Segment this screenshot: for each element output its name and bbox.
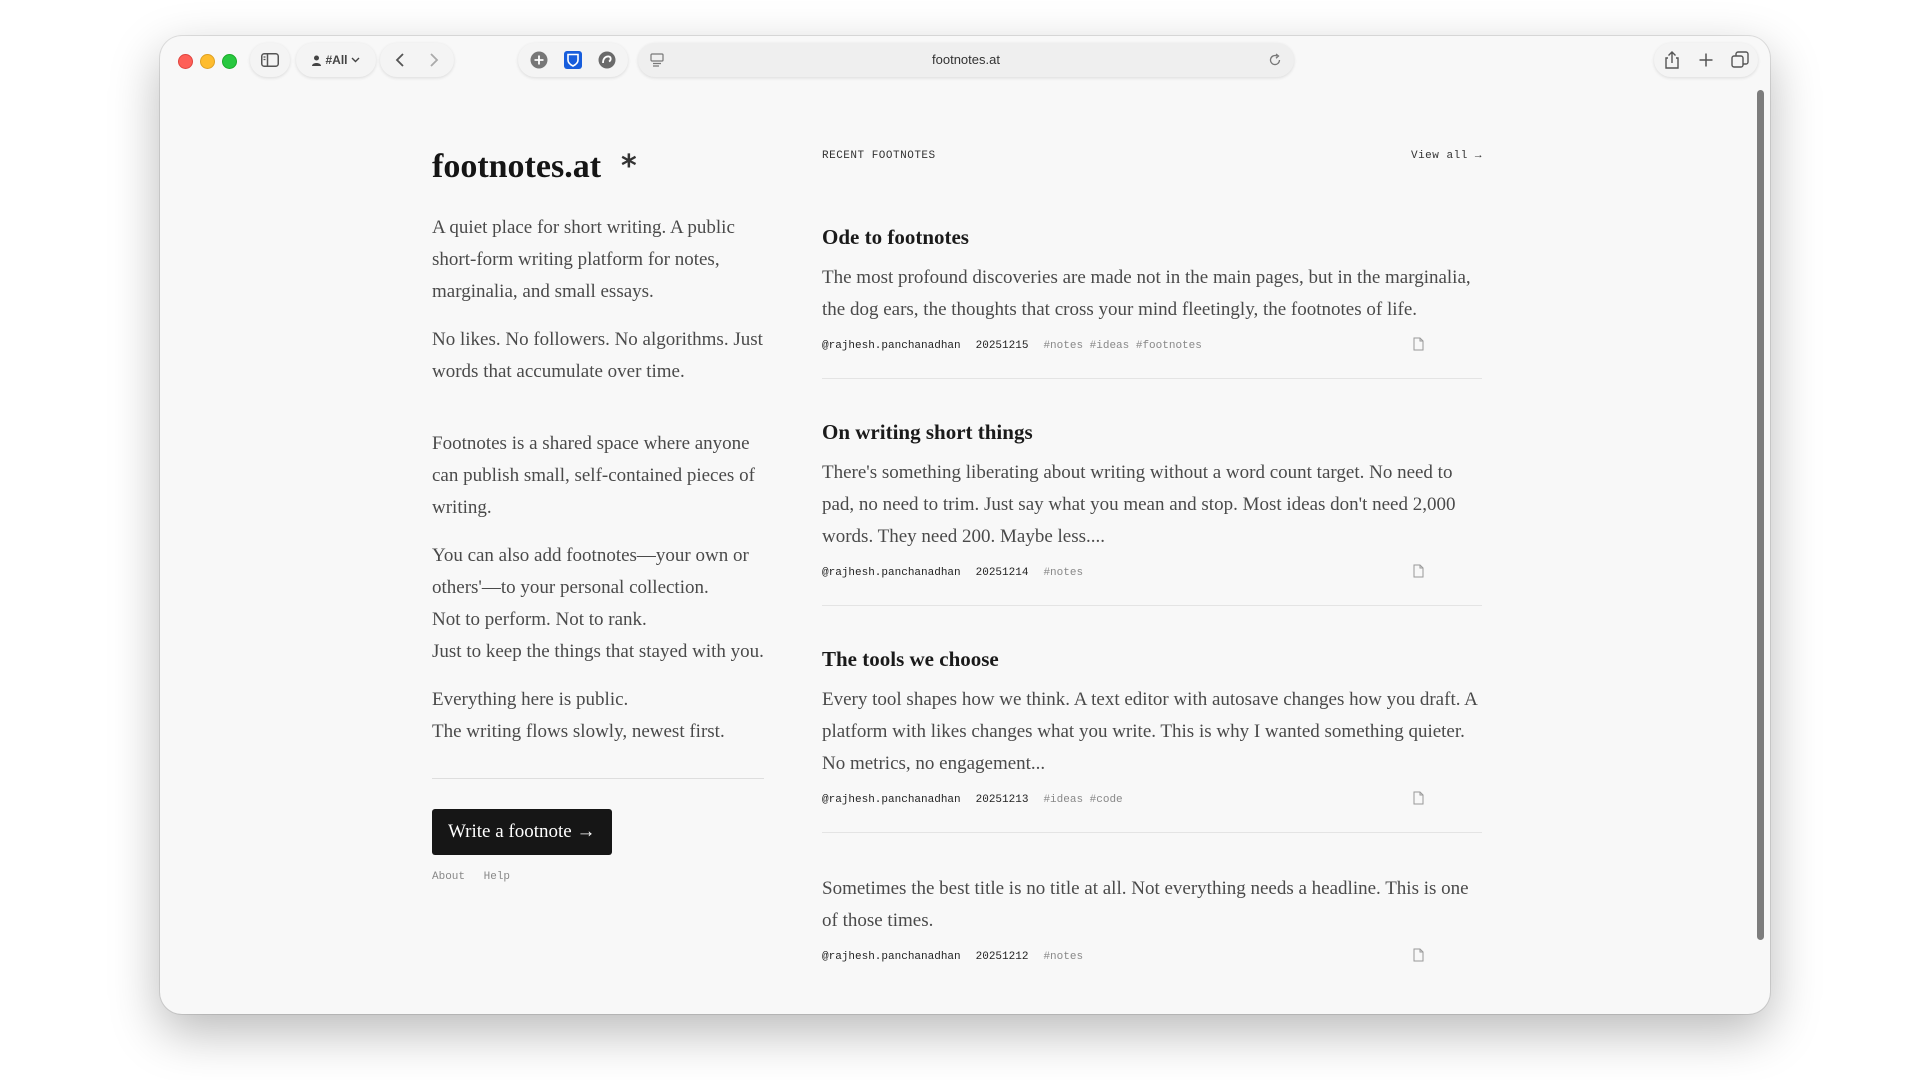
recent-footnotes-header bbox=[822, 150, 1482, 162]
forward-icon[interactable] bbox=[417, 52, 451, 68]
footnote-date: 20251213 bbox=[975, 794, 1029, 806]
window-actions bbox=[1654, 43, 1758, 77]
footnote-entry[interactable] bbox=[822, 162, 1482, 379]
footnote-date: 20251215 bbox=[975, 340, 1029, 352]
footnote-tags[interactable]: #notes bbox=[1043, 567, 1084, 579]
intro-paragraph-5-line-2: The writing flows slowly, newest first. bbox=[432, 721, 725, 742]
save-to-collection-icon[interactable] bbox=[1413, 564, 1424, 582]
footnote-body: There's something liberating about writing without a word count target. No need to pad, no need to trim. Just say what you mean and stop. Most ideas don't need 2,000 words. They need 200. Maybe less.... bbox=[822, 462, 1456, 547]
intro-paragraph-4-line-3: Just to keep the things that stayed with you. bbox=[432, 641, 764, 662]
footnote-tags[interactable]: #notes bbox=[1043, 951, 1084, 963]
password-manager-icon[interactable] bbox=[556, 51, 590, 69]
intro-paragraph-5 bbox=[432, 684, 764, 748]
footnote-meta bbox=[822, 794, 1482, 806]
about-link[interactable]: About bbox=[432, 871, 466, 883]
intro-paragraph-5-line-1: Everything here is public. bbox=[432, 689, 629, 710]
add-extension-icon[interactable] bbox=[522, 51, 556, 69]
recent-footnotes-column bbox=[822, 150, 1482, 989]
person-icon bbox=[312, 55, 321, 66]
footnote-entry[interactable] bbox=[822, 833, 1482, 989]
intro-paragraph-1: A quiet place for short writing. A public short-form writing platform for notes, marginalia, and small essays. bbox=[432, 217, 735, 302]
footnote-author[interactable]: @rajhesh.panchanadhan bbox=[822, 567, 961, 579]
sidebar-icon bbox=[261, 53, 279, 67]
footnote-body: The most profound discoveries are made not in the main pages, but in the marginalia, the dog ears, the thoughts that cross your mind fleetingly, the footnotes of life. bbox=[822, 267, 1471, 320]
view-all-link[interactable]: View all → bbox=[1410, 150, 1482, 162]
footnote-tags[interactable]: #notes #ideas #footnotes bbox=[1043, 340, 1202, 352]
tab-overview-icon[interactable] bbox=[1723, 51, 1757, 69]
save-to-collection-icon[interactable] bbox=[1413, 337, 1424, 355]
intro-paragraph-3: Footnotes is a shared space where anyone can publish small, self-contained pieces of writing. bbox=[432, 433, 755, 518]
close-window-button[interactable] bbox=[178, 54, 193, 69]
footnote-author[interactable]: @rajhesh.panchanadhan bbox=[822, 340, 961, 352]
intro-divider bbox=[432, 778, 764, 779]
share-icon[interactable] bbox=[1655, 51, 1689, 69]
save-to-collection-icon[interactable] bbox=[1413, 791, 1424, 809]
footnote-title[interactable]: The tools we choose bbox=[822, 647, 999, 671]
chevron-down-icon bbox=[351, 57, 360, 63]
zoom-window-button[interactable] bbox=[222, 54, 237, 69]
browser-window bbox=[160, 36, 1770, 1014]
footnote-entry[interactable] bbox=[822, 379, 1482, 606]
footnote-author[interactable]: @rajhesh.panchanadhan bbox=[822, 951, 961, 963]
intro-paragraph-4-line-1: You can also add footnotes—your own or others'—to your personal collection. bbox=[432, 545, 749, 598]
footnote-entry[interactable] bbox=[822, 606, 1482, 833]
footnote-meta bbox=[822, 340, 1482, 352]
intro-column bbox=[432, 150, 764, 883]
footnote-tags[interactable]: #ideas #code bbox=[1043, 794, 1123, 806]
footnote-author[interactable]: @rajhesh.panchanadhan bbox=[822, 794, 961, 806]
site-title[interactable] bbox=[432, 150, 764, 184]
back-icon[interactable] bbox=[383, 52, 417, 68]
vertical-scrollbar[interactable] bbox=[1757, 90, 1764, 940]
nav-buttons bbox=[380, 43, 454, 77]
reload-icon[interactable] bbox=[1268, 53, 1282, 67]
tab-group-label: #All bbox=[325, 53, 348, 67]
new-tab-icon[interactable] bbox=[1689, 53, 1723, 67]
footnote-meta bbox=[822, 567, 1482, 579]
save-to-collection-icon[interactable] bbox=[1413, 948, 1424, 966]
minimize-window-button[interactable] bbox=[200, 54, 215, 69]
help-link[interactable]: Help bbox=[483, 871, 511, 883]
intro-paragraph-4-line-2: Not to perform. Not to rank. bbox=[432, 609, 647, 630]
sidebar-toggle-button[interactable] bbox=[250, 43, 290, 77]
write-footnote-button[interactable]: Write a footnote → bbox=[432, 809, 612, 855]
asterisk-logo-icon: * bbox=[621, 149, 637, 184]
recent-footnotes-heading: RECENT FOOTNOTES bbox=[822, 150, 936, 162]
intro-paragraph-4 bbox=[432, 540, 764, 668]
footnote-meta bbox=[822, 951, 1482, 963]
intro-paragraph-2: No likes. No followers. No algorithms. Just words that accumulate over time. bbox=[432, 329, 763, 382]
extensions-group bbox=[518, 43, 628, 77]
browser-toolbar bbox=[160, 36, 1770, 84]
url-text: footnotes.at bbox=[932, 52, 1000, 67]
footnote-date: 20251214 bbox=[975, 567, 1029, 579]
extension-icon[interactable] bbox=[590, 51, 624, 69]
footnote-title[interactable]: Ode to footnotes bbox=[822, 225, 969, 249]
tab-group-selector[interactable] bbox=[296, 43, 376, 77]
footnote-body: Every tool shapes how we think. A text editor with autosave changes how you draft. A platform with likes changes what you write. This is why I wanted something quieter. No metrics, no engagement... bbox=[822, 689, 1477, 774]
footer-links bbox=[432, 871, 764, 883]
footnote-date: 20251212 bbox=[975, 951, 1029, 963]
site-title-text: footnotes.at bbox=[432, 148, 602, 185]
address-bar[interactable] bbox=[638, 43, 1294, 77]
footnote-title[interactable]: On writing short things bbox=[822, 420, 1033, 444]
footnote-body: Sometimes the best title is no title at all. Not everything needs a headline. This is one of those times. bbox=[822, 878, 1469, 931]
